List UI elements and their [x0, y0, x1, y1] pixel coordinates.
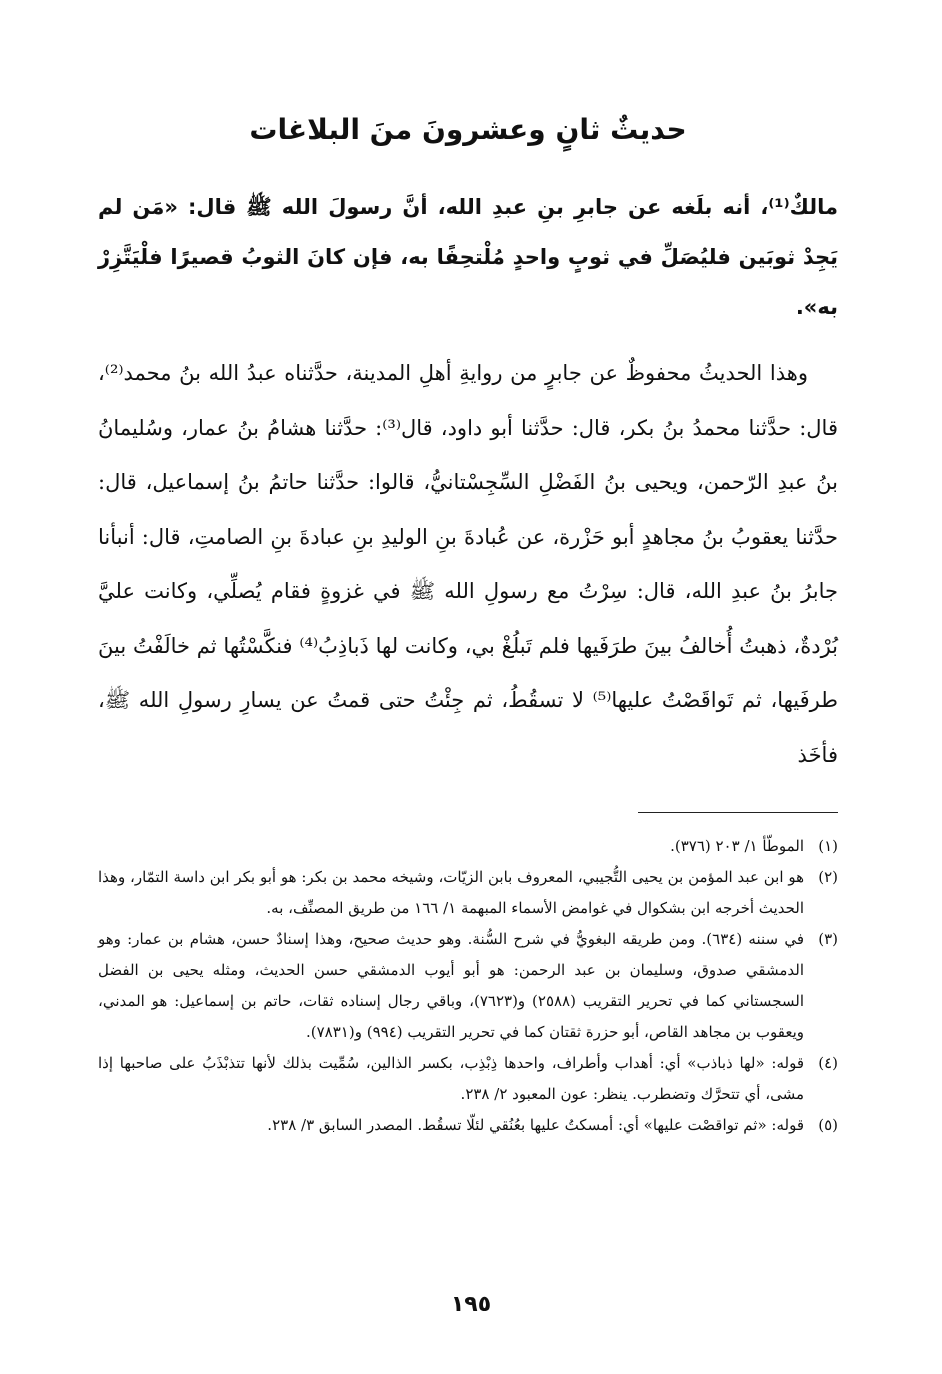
- hadith-text: مالكٌ⁽¹⁾، أنه بلَغه عن جابرِ بنِ عبدِ الله، أنَّ رسولَ الله ﷺ قال: «مَن لم يَجِدْ ثوبَين فليُصَلِّ في ثوبٍ واحدٍ مُلْتحِفًا به، فإن كانَ الثوبُ قصيرًا فلْيَتَّزِرْ به».: [98, 195, 838, 319]
- page-heading: حديثٌ ثانٍ وعشرونَ منَ البلاغات: [249, 113, 687, 146]
- footnote-number: (٣): [818, 930, 838, 948]
- footnote-text: الموطّأ ١/ ٢٠٣ (٣٧٦).: [670, 837, 804, 855]
- footnote-number: (٢): [818, 868, 838, 886]
- footnote: [98, 862, 838, 924]
- footnote-separator: [638, 812, 838, 813]
- commentary-text: وهذا الحديثُ محفوظٌ عن جابرٍ من روايةِ أهلِ المدينة، حدَّثناه عبدُ الله بنُ محمد⁽²⁾، قال: حدَّثنا محمدُ بنُ بكر، قال: حدَّثنا أبو داود، قال⁽³⁾: حدَّثنا هشامُ بنُ عمار، وسُليمانُ بنُ عبدِ الرّحمن، ويحيى بنُ الفَضْلِ السِّجِسْتانيُّ، قالوا: حدَّثنا حاتمُ بنُ إسماعيل، قال: حدَّثنا يعقوبُ بنُ مجاهدٍ أبو حَزْرة، عن عُبادةَ بنِ الوليدِ بنِ عبادةَ بنِ الصامتِ، قال: أنبأنا جابرُ بنُ عبدِ الله، قال: سِرْتُ مع رسولِ الله ﷺ في غزوةٍ فقام يُصلِّي، وكانت عليَّ بُرْدةٌ، ذهبتُ أُخالفُ بينَ طرَفَيها فلم تَبلُغْ بي، وكانت لها ذَباذِبُ⁽⁴⁾ فنكَّسْتُها ثم خالَفْتُ بينَ طرفَيها، ثم تَواقَصْتُ عليها⁽⁵⁾ لا تسقُطُ، ثم جِئْتُ حتى قمتُ عن يسارِ رسولِ الله ﷺ، فأخَذ: [98, 361, 838, 767]
- footnote-text: في سننه (٦٣٤). ومن طريقه البغويُّ في شرح السُّنة. وهو حديث صحيح، وهذا إسنادٌ حسن، هشام بن عمار: وهو الدمشقي صدوق، وسليمان بن عبد الرحمن: هو أبو أيوب الدمشقي حسن الحديث، ومثله يحيى بن الفضل السجستاني كما في تحرير التقريب (٢٥٨٨) و(٧٦٢٣)، وباقي رجال إسناده ثقات، حاتم بن إسماعيل: هو المدني، ويعقوب بن مجاهد القاص، أبو حزرة ثقتان كما في تحرير التقريب (٩٩٤) و(٧٨٣١).: [98, 930, 804, 1041]
- footnote: [98, 1048, 838, 1110]
- footnote-text: قوله: «ثم تواقصْت عليها» أي: أمسكتُ عليها بعُنُقي لئلّا تسقُط. المصدر السابق ٣/ ٢٣٨.: [267, 1116, 804, 1134]
- page-content: [98, 100, 838, 1141]
- footnote: [98, 1110, 838, 1141]
- footnote: [98, 831, 838, 862]
- footnote-number: (١): [818, 837, 838, 855]
- footnotes-list: [98, 831, 838, 1141]
- footnote-text: قوله: «لها ذباذب» أي: أهداب وأطراف، واحدها ذِبْذِب، بكسر الذالين، سُمِّيت بذلك لأنها تتذبْذَبُ على صاحبها إذا مشى، أي تتحرَّك وتضطرب. ينظر: عون المعبود ٢/ ٢٣٨.: [98, 1054, 804, 1103]
- footnote-number: (٥): [818, 1116, 838, 1134]
- footnote: [98, 924, 838, 1048]
- footnote-number: (٤): [818, 1054, 838, 1072]
- page-number: ١٩٥: [450, 1292, 492, 1317]
- footnote-text: هو ابن عبد المؤمن بن يحيى التُّجيبي، المعروف بابن الزيّات، وشيخه محمد بن بكر: هو أبو بكر ابن داسة التمّار، وهذا الحديث أخرجه ابن بشكوال في غوامض الأسماء المبهمة ١/ ١٦٦ من طريق المصنِّف، به.: [98, 868, 804, 917]
